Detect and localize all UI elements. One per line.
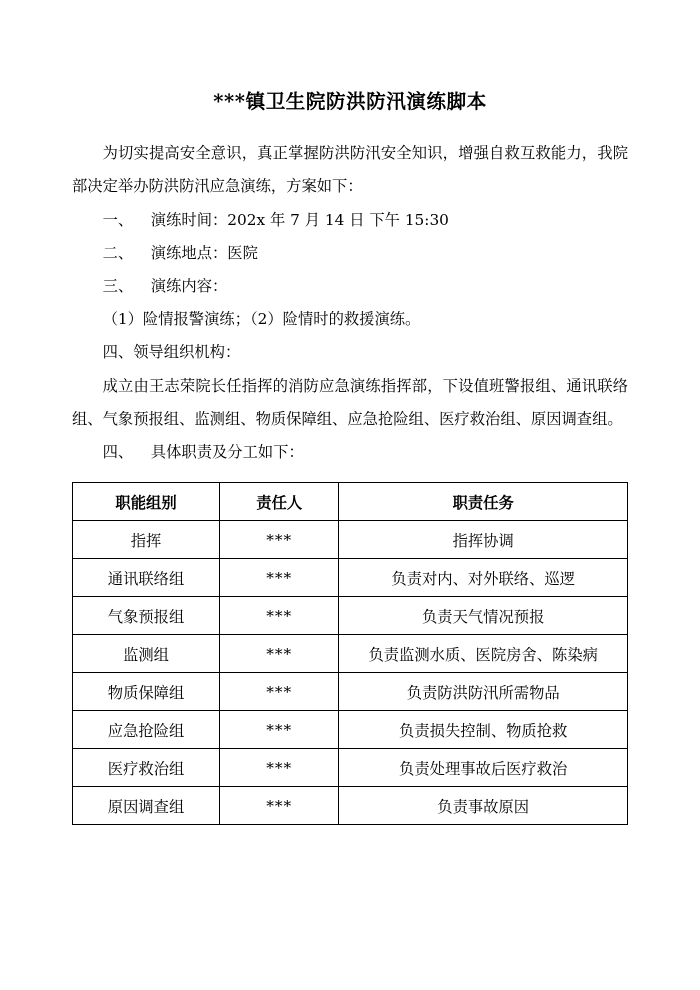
intro-paragraph: 为切实提高安全意识，真正掌握防洪防汛安全知识，增强自救互救能力，我院部决定举办防洪防汛应急演练，方案如下： <box>72 144 628 196</box>
list-item-location <box>72 237 628 270</box>
table-row <box>73 787 628 825</box>
duty-assignment-table <box>72 482 628 825</box>
cell-person: *** <box>220 787 339 825</box>
list-item-content-detail: （1）险情报警演练；（2）险情时的救援演练。 <box>102 310 421 329</box>
page-title: ***镇卫生院防洪防汛演练脚本 <box>213 90 487 113</box>
cell-group: 指挥 <box>73 521 220 559</box>
cell-group: 通讯联络组 <box>73 559 220 597</box>
cell-person: *** <box>220 597 339 635</box>
cell-person: *** <box>220 521 339 559</box>
list-item-location-label: 二、 <box>102 243 134 262</box>
table-row <box>73 749 628 787</box>
list-item-location-text: 演练地点：医院 <box>150 243 258 262</box>
list-item-content <box>72 270 628 303</box>
cell-person: *** <box>220 559 339 597</box>
cell-person: *** <box>220 635 339 673</box>
table-row <box>73 673 628 711</box>
cell-person: *** <box>220 749 339 787</box>
cell-group: 原因调查组 <box>73 787 220 825</box>
column-header-person: 责任人 <box>220 483 339 521</box>
cell-duty: 负责对内、对外联络、巡逻 <box>339 559 628 597</box>
table-header-row <box>73 483 628 521</box>
list-item-organization-body: 成立由王志荣院长任指挥的消防应急演练指挥部，下设值班警报组、通讯联络组、气象预报组、监测组、物质保障组、应急抢险组、医疗救治组、原因调查组。 <box>72 376 628 428</box>
table-row <box>73 559 628 597</box>
cell-duty: 负责损失控制、物质抢救 <box>339 711 628 749</box>
cell-person: *** <box>220 673 339 711</box>
list-item-duties-label: 四、 <box>102 442 134 461</box>
list-item-time <box>72 204 628 237</box>
cell-group: 气象预报组 <box>73 597 220 635</box>
list-item-time-text: 演练时间：202x 年 7 月 14 日 下午 15:30 <box>150 210 449 229</box>
cell-group: 物质保障组 <box>73 673 220 711</box>
cell-duty: 负责处理事故后医疗救治 <box>339 749 628 787</box>
cell-group: 应急抢险组 <box>73 711 220 749</box>
column-header-group: 职能组别 <box>73 483 220 521</box>
cell-duty: 负责监测水质、医院房舍、陈染病 <box>339 635 628 673</box>
list-item-time-label: 一、 <box>102 210 134 229</box>
column-header-duty: 职责任务 <box>339 483 628 521</box>
list-item-duties <box>72 436 628 469</box>
list-item-content-label: 三、 <box>102 277 134 296</box>
table-row <box>73 521 628 559</box>
cell-duty: 负责防洪防汛所需物品 <box>339 673 628 711</box>
cell-group: 医疗救治组 <box>73 749 220 787</box>
list-item-duties-text: 具体职责及分工如下： <box>150 442 304 461</box>
cell-duty: 指挥协调 <box>339 521 628 559</box>
list-item-organization-label: 四、领导组织机构： <box>102 343 241 362</box>
cell-duty: 负责天气情况预报 <box>339 597 628 635</box>
cell-group: 监测组 <box>73 635 220 673</box>
cell-person: *** <box>220 711 339 749</box>
table-row <box>73 635 628 673</box>
table-row <box>73 711 628 749</box>
cell-duty: 负责事故原因 <box>339 787 628 825</box>
table-row <box>73 597 628 635</box>
list-item-content-text: 演练内容： <box>150 277 228 296</box>
